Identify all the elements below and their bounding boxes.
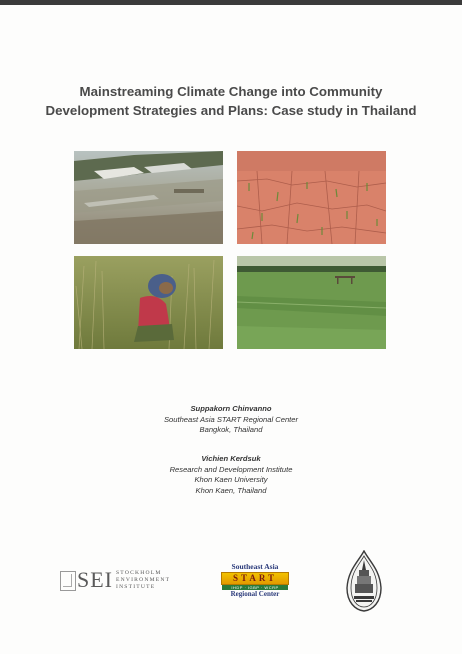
green-paddy-field-photo xyxy=(237,256,386,349)
sei-mark-icon xyxy=(60,571,76,591)
sei-logo-word: SEI xyxy=(77,567,113,592)
author-block-2 xyxy=(80,454,382,496)
farmer-in-field-photo xyxy=(74,256,223,349)
author-name: Suppakorn Chinvanno xyxy=(190,404,272,413)
author-affiliation-line: Bangkok, Thailand xyxy=(199,425,263,434)
author-affiliation-line: Southeast Asia START Regional Center xyxy=(163,414,299,424)
author-block-1 xyxy=(80,404,382,436)
author-affiliation-line: Khon Kaen, Thailand xyxy=(195,485,267,495)
top-border-bar xyxy=(0,0,462,5)
cracked-dry-soil-photo xyxy=(237,151,386,244)
author-affiliation-line: Khon Kaen University xyxy=(194,475,268,484)
author-name: Vichien Kerdsuk xyxy=(201,454,261,463)
title-line-1: Mainstreaming Climate Change into Community xyxy=(79,84,383,99)
document-title xyxy=(20,82,442,120)
start-logo-sub: IHDP · IGBP · WCRP xyxy=(222,585,288,590)
sei-logo-text xyxy=(116,570,170,592)
start-regional-center-logo xyxy=(220,562,290,602)
khon-kaen-university-seal-icon xyxy=(344,550,384,612)
sei-line: INSTITUTE xyxy=(116,584,156,591)
sei-line: STOCKHOLM xyxy=(116,570,162,576)
author-affiliation-line: Research and Development Institute xyxy=(169,464,293,474)
start-logo-word: START xyxy=(221,572,289,585)
sei-line: ENVIRONMENT xyxy=(116,577,171,584)
start-logo-top: Southeast Asia xyxy=(231,562,279,571)
start-logo-bottom: Regional Center xyxy=(230,590,280,598)
title-line-2: Development Strategies and Plans: Case study in Thailand xyxy=(45,103,417,118)
flooded-village-photo xyxy=(74,151,223,244)
